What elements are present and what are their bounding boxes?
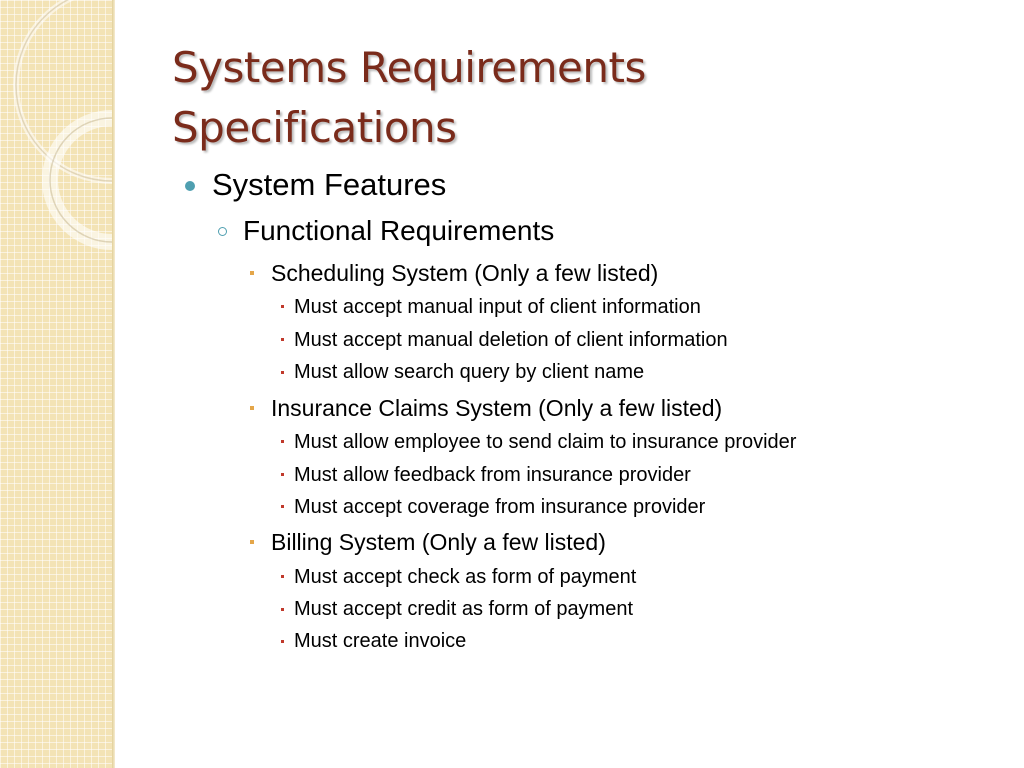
- bullet-small-square-icon: [281, 575, 284, 578]
- bullet-square-icon: [250, 406, 254, 410]
- list-item: Must accept manual input of client information: [294, 296, 701, 318]
- list-item: Must allow employee to send claim to insurance provider: [294, 431, 797, 453]
- list-item: Must accept check as form of payment: [294, 566, 637, 588]
- list-item: Must allow search query by client name: [294, 361, 645, 383]
- bullet-square-icon: [250, 540, 254, 544]
- list-item: Must accept coverage from insurance provider: [294, 496, 706, 518]
- bullet-small-square-icon: [281, 338, 284, 341]
- bullet-small-square-icon: [281, 371, 284, 374]
- slide-title-line-2: Specifications: [172, 103, 457, 152]
- list-item: Must create invoice: [294, 630, 467, 652]
- bullet-square-icon: [250, 271, 254, 275]
- bullet-small-square-icon: [281, 440, 284, 443]
- group-heading: Billing System (Only a few listed): [271, 529, 606, 555]
- bullet-ring-icon: [218, 227, 227, 236]
- group-heading: Insurance Claims System (Only a few listed): [271, 395, 723, 421]
- list-item: Must accept manual deletion of client information: [294, 329, 728, 351]
- outline-level1-item: System Features: [212, 167, 447, 202]
- bullet-small-square-icon: [281, 608, 284, 611]
- outline-level2-item: Functional Requirements: [243, 215, 555, 246]
- list-item: Must allow feedback from insurance provider: [294, 464, 691, 486]
- bullet-small-square-icon: [281, 505, 284, 508]
- bullet-small-square-icon: [281, 640, 284, 643]
- group-heading: Scheduling System (Only a few listed): [271, 260, 659, 286]
- list-item: Must accept credit as form of payment: [294, 598, 634, 620]
- slide-title-line-1: Systems Requirements: [172, 43, 646, 92]
- bullet-small-square-icon: [281, 473, 284, 476]
- bullet-small-square-icon: [281, 305, 284, 308]
- bullet-dot-icon: [185, 181, 195, 191]
